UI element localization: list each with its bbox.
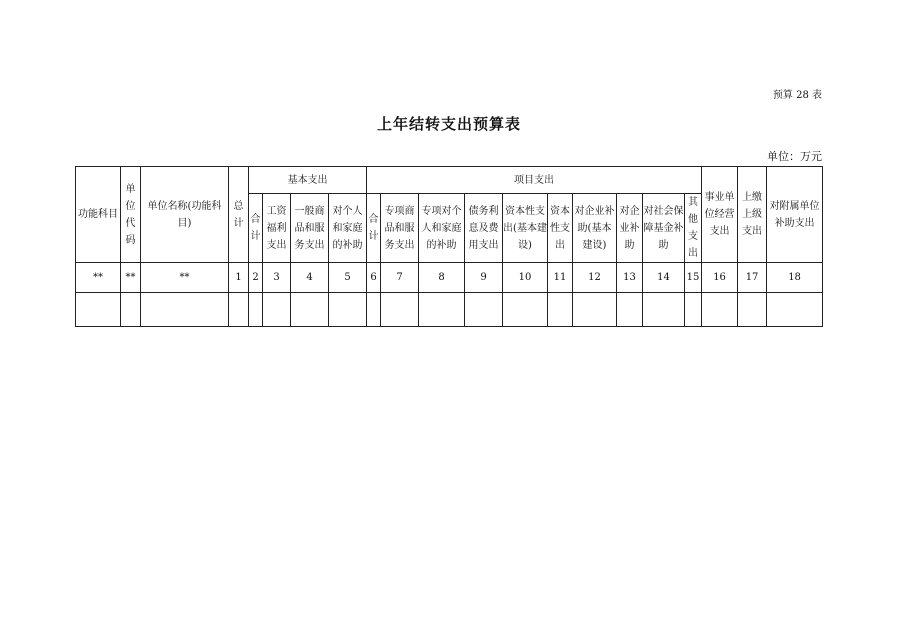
header-project-enterprise-construction: 对企业补助(基本建设) xyxy=(573,194,617,263)
header-project-other: 其他支出 xyxy=(685,194,702,263)
col-number: 18 xyxy=(767,263,823,293)
table-cell xyxy=(548,293,573,327)
header-unit-code: 单位代码 xyxy=(121,167,141,263)
table-cell xyxy=(329,293,367,327)
table-cell xyxy=(738,293,767,327)
table-cell xyxy=(643,293,685,327)
col-number: 16 xyxy=(702,263,738,293)
header-project-group: 项目支出 xyxy=(367,167,702,194)
col-number: 12 xyxy=(573,263,617,293)
header-basic-wages: 工资福利支出 xyxy=(263,194,291,263)
header-total: 总计 xyxy=(229,167,249,263)
col-number: 10 xyxy=(503,263,548,293)
table-cell xyxy=(617,293,643,327)
table-cell xyxy=(685,293,702,327)
header-basic-group: 基本支出 xyxy=(249,167,367,194)
unit-label: 单位：万元 xyxy=(767,150,822,163)
table-cell xyxy=(381,293,419,327)
col-number: 7 xyxy=(381,263,419,293)
col-number: 15 xyxy=(685,263,702,293)
row-unit-name: ** xyxy=(141,263,229,293)
row-unit-code: ** xyxy=(121,263,141,293)
header-basic-goods: 一般商品和服务支出 xyxy=(291,194,329,263)
header-func-subject: 功能科目 xyxy=(76,167,121,263)
table-cell xyxy=(263,293,291,327)
col-number: 9 xyxy=(465,263,503,293)
table-cell xyxy=(503,293,548,327)
header-project-social-security: 对社会保障基金补助 xyxy=(643,194,685,263)
table-row xyxy=(76,263,823,293)
header-project-goods: 专项商品和服务支出 xyxy=(381,194,419,263)
budget-table xyxy=(75,166,823,327)
header-project-enterprise: 对企业补助 xyxy=(617,194,643,263)
col-number: 6 xyxy=(367,263,381,293)
col-number: 4 xyxy=(291,263,329,293)
table-cell xyxy=(291,293,329,327)
header-project-capital-construction: 资本性支出(基本建设) xyxy=(503,194,548,263)
col-number: 8 xyxy=(419,263,465,293)
header-project-total: 合计 xyxy=(367,194,381,263)
table-cell xyxy=(702,293,738,327)
header-upper-pay: 上缴上级支出 xyxy=(738,167,767,263)
table-cell xyxy=(249,293,263,327)
table-cell xyxy=(367,293,381,327)
header-basic-total: 合计 xyxy=(249,194,263,263)
header-affiliate-sub: 对附属单位补助支出 xyxy=(767,167,823,263)
header-enterprise-op: 事业单位经营支出 xyxy=(702,167,738,263)
col-number: 17 xyxy=(738,263,767,293)
col-number: 14 xyxy=(643,263,685,293)
header-project-capital: 资本性支出 xyxy=(548,194,573,263)
table-cell xyxy=(465,293,503,327)
header-project-household: 专项对个人和家庭的补助 xyxy=(419,194,465,263)
table-row xyxy=(76,293,823,327)
table-cell xyxy=(76,293,121,327)
col-number: 3 xyxy=(263,263,291,293)
table-cell xyxy=(229,293,249,327)
table-number: 预算 28 表 xyxy=(772,90,822,101)
page-title: 上年结转支出预算表 xyxy=(376,115,521,133)
row-func-subject: ** xyxy=(76,263,121,293)
col-number: 11 xyxy=(548,263,573,293)
header-unit-name: 单位名称(功能科目) xyxy=(141,167,229,263)
table-cell xyxy=(419,293,465,327)
col-number: 2 xyxy=(249,263,263,293)
col-number: 5 xyxy=(329,263,367,293)
col-number: 13 xyxy=(617,263,643,293)
header-basic-household: 对个人和家庭的补助 xyxy=(329,194,367,263)
table-cell xyxy=(141,293,229,327)
table-cell xyxy=(121,293,141,327)
table-cell xyxy=(573,293,617,327)
col-number: 1 xyxy=(229,263,249,293)
header-project-debt: 债务利息及费用支出 xyxy=(465,194,503,263)
table-cell xyxy=(767,293,823,327)
